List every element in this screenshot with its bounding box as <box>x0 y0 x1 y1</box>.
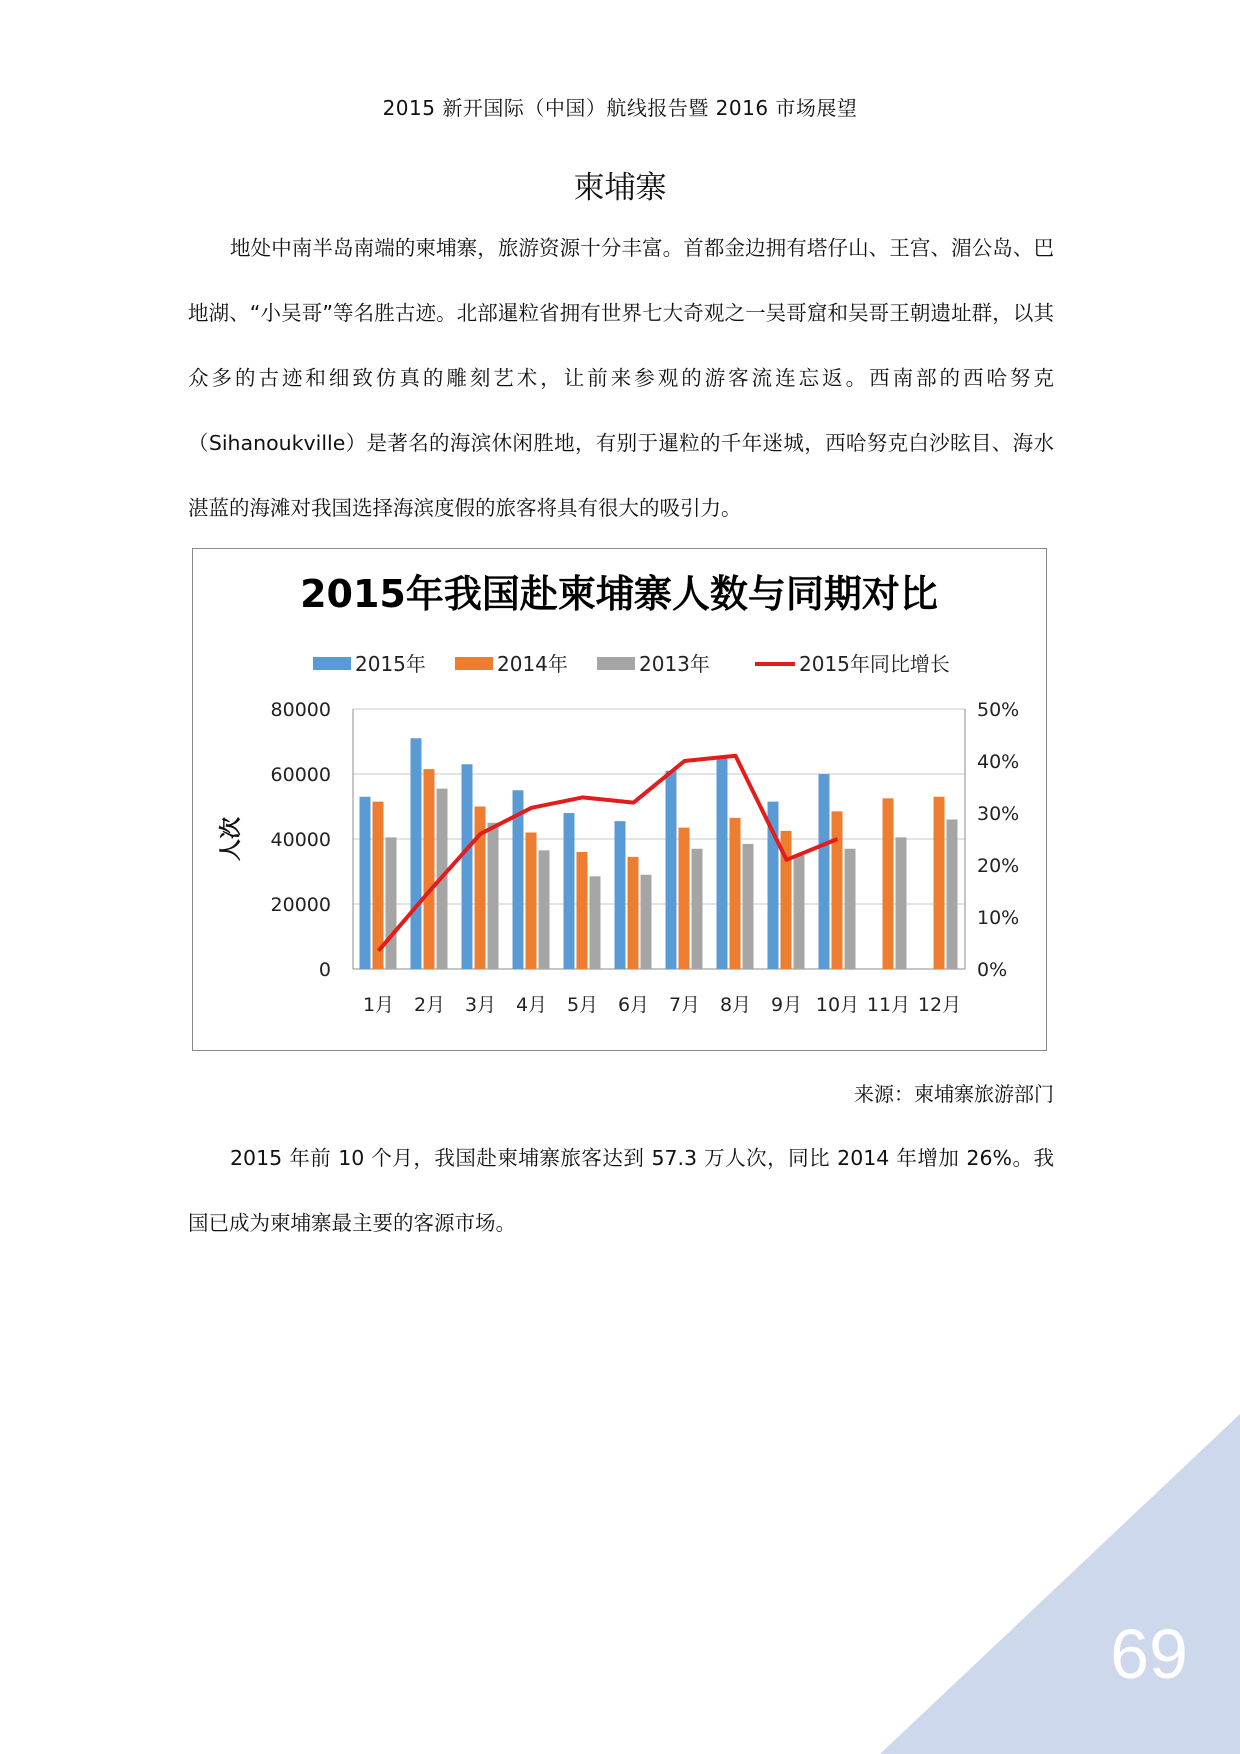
bar-2015 <box>360 797 371 969</box>
bar-2013 <box>641 875 652 969</box>
bar-2013 <box>488 823 499 969</box>
bar-2013 <box>692 849 703 969</box>
legend-swatch <box>597 657 635 670</box>
bar-2013 <box>590 876 601 969</box>
x-tick-label: 10月 <box>815 994 860 1016</box>
bar-2013 <box>743 844 754 969</box>
x-tick-label: 5月 <box>566 994 599 1016</box>
bar-2013 <box>386 837 397 969</box>
bar-2013 <box>539 850 550 969</box>
x-tick-label: 6月 <box>617 994 650 1016</box>
source-note: 来源：柬埔寨旅游部门 <box>854 1082 1054 1106</box>
x-tick-label: 8月 <box>719 994 752 1016</box>
y-tick-label: 0 <box>318 959 331 981</box>
bar-2015 <box>819 774 830 969</box>
x-tick-label: 12月 <box>917 994 962 1016</box>
x-tick-label: 2月 <box>413 994 446 1016</box>
section-title: 柬埔寨 <box>573 170 667 206</box>
chart-container <box>192 548 1047 1051</box>
bar-2014 <box>628 857 639 969</box>
y-tick-label: 40000 <box>270 829 331 851</box>
bar-2015 <box>462 764 473 969</box>
legend-swatch <box>313 657 351 670</box>
bar-2015 <box>666 771 677 969</box>
y2-tick-label: 50% <box>977 699 1020 721</box>
y-axis-label: 人次 <box>219 816 244 862</box>
corner-decoration <box>880 1414 1240 1754</box>
bar-2015 <box>564 813 575 969</box>
chart-title: 2015年我国赴柬埔寨人数与同期对比 <box>300 572 938 616</box>
y2-tick-label: 10% <box>977 907 1020 929</box>
corner-triangle <box>880 1414 1240 1754</box>
bar-2013 <box>845 849 856 969</box>
legend-swatch <box>455 657 493 670</box>
bar-2014 <box>679 828 690 969</box>
y2-tick-label: 40% <box>977 751 1020 773</box>
legend-label: 2015年 <box>355 652 426 676</box>
y-tick-label: 20000 <box>270 894 331 916</box>
bar-2013 <box>947 820 958 970</box>
bar-2015 <box>615 821 626 969</box>
x-tick-label: 3月 <box>464 994 497 1016</box>
x-tick-label: 4月 <box>515 994 548 1016</box>
x-tick-label: 9月 <box>770 994 803 1016</box>
x-tick-label: 7月 <box>668 994 701 1016</box>
x-tick-label: 1月 <box>362 994 395 1016</box>
intro-paragraph: 地处中南半岛南端的柬埔寨，旅游资源十分丰富。首都金边拥有塔仔山、王宫、湄公岛、巴地湖、“小吴哥”等名胜古迹。北部暹粒省拥有世界七大奇观之一吴哥窟和吴哥王朝遗址群，以其众多的古迹和细致仿真的雕刻艺术，让前来参观的游客流连忘返。西南部的西哈努克（Sihanoukville）是著名的海滨休闲胜地，有别于暹粒的千年迷城，西哈努克白沙眩目、海水湛蓝的海滩对我国选择海滨度假的旅客将具有很大的吸引力。 <box>188 236 1054 520</box>
bar-2013 <box>794 855 805 969</box>
y-tick-label: 60000 <box>270 764 331 786</box>
legend-label: 2015年同比增长 <box>799 652 950 676</box>
bar-2014 <box>934 797 945 969</box>
summary-paragraph: 2015 年前 10 个月，我国赴柬埔寨旅客达到 57.3 万人次，同比 2014 年增加 26%。我国已成为柬埔寨最主要的客源市场。 <box>188 1146 1054 1235</box>
y2-tick-label: 30% <box>977 803 1020 825</box>
page-number: 69 <box>1110 1615 1188 1693</box>
bar-2014 <box>730 818 741 969</box>
bar-2013 <box>896 837 907 969</box>
chart <box>193 549 1045 1049</box>
legend-label: 2013年 <box>639 652 710 676</box>
bar-2014 <box>577 852 588 969</box>
page-header: 2015 新开国际（中国）航线报告暨 2016 市场展望 <box>382 96 858 120</box>
bar-2015 <box>411 738 422 969</box>
bar-2014 <box>883 798 894 969</box>
bar-2014 <box>832 811 843 969</box>
legend-label: 2014年 <box>497 652 568 676</box>
y2-tick-label: 0% <box>977 959 1008 981</box>
bar-2014 <box>526 833 537 970</box>
bar-2014 <box>424 769 435 969</box>
y2-tick-label: 20% <box>977 855 1020 877</box>
x-tick-label: 11月 <box>866 994 911 1016</box>
bar-2015 <box>717 758 728 969</box>
y-tick-label: 80000 <box>270 699 331 721</box>
